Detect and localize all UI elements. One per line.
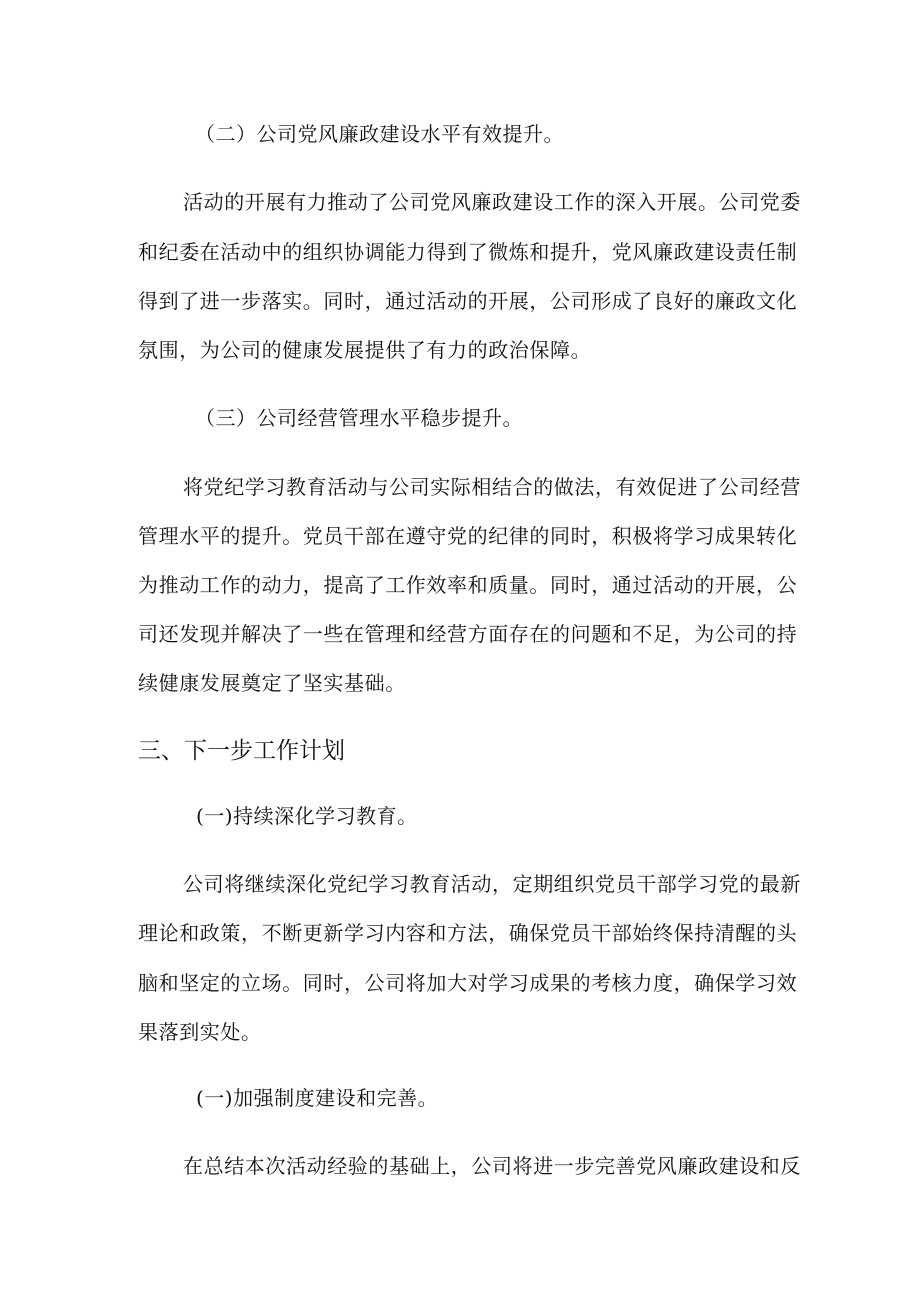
paragraph-line: 活动的开展有力推动了公司党风廉政建设工作的深入开展。公司党委 [183,190,801,214]
paragraph-line: 续健康发展奠定了坚实基础。 [138,671,406,695]
paragraph-line: 氛围，为公司的健康发展提供了有力的政治保障。 [138,338,592,362]
paragraph-line: 脑和坚定的立场。同时，公司将加大对学习成果的考核力度，确保学习效 [138,971,798,995]
paragraph-line: 公司将继续深化党纪学习教育活动，定期组织党员干部学习党的最新 [183,872,801,896]
paragraph-line: 将党纪学习教育活动与公司实际相结合的做法，有效促进了公司经营 [183,475,801,499]
subsection-heading-3: （三）公司经营管理水平稳步提升。 [195,406,523,430]
item-heading-1: (一)持续深化学习教育。 [196,804,418,828]
paragraph-line: 管理水平的提升。党员干部在遵守党的纪律的同时，积极将学习成果转化 [138,524,798,548]
paragraph-line: 司还发现并解决了一些在管理和经营方面存在的问题和不足，为公司的持 [138,622,798,646]
item-heading-2: (一)加强制度建设和完善。 [196,1086,439,1110]
paragraph-line: 在总结本次活动经验的基础上，公司将进一步完善党风廉政建设和反 [183,1154,801,1178]
paragraph-line: 和纪委在活动中的组织协调能力得到了微炼和提升，党风廉政建设责任制 [138,240,798,264]
paragraph-line: 得到了进一步落实。同时，通过活动的开展，公司形成了良好的廉政文化 [138,289,798,313]
paragraph-line: 果落到实处。 [138,1020,262,1044]
paragraph-line: 理论和政策，不断更新学习内容和方法，确保党员干部始终保持清醒的头 [138,921,798,945]
section-heading: 三、下一步工作计划 [138,738,345,764]
subsection-heading-2: （二）公司党风廉政建设水平有效提升。 [195,122,564,146]
paragraph-line: 为推动工作的动力，提高了工作效率和质量。同时，通过活动的开展，公 [138,573,798,597]
